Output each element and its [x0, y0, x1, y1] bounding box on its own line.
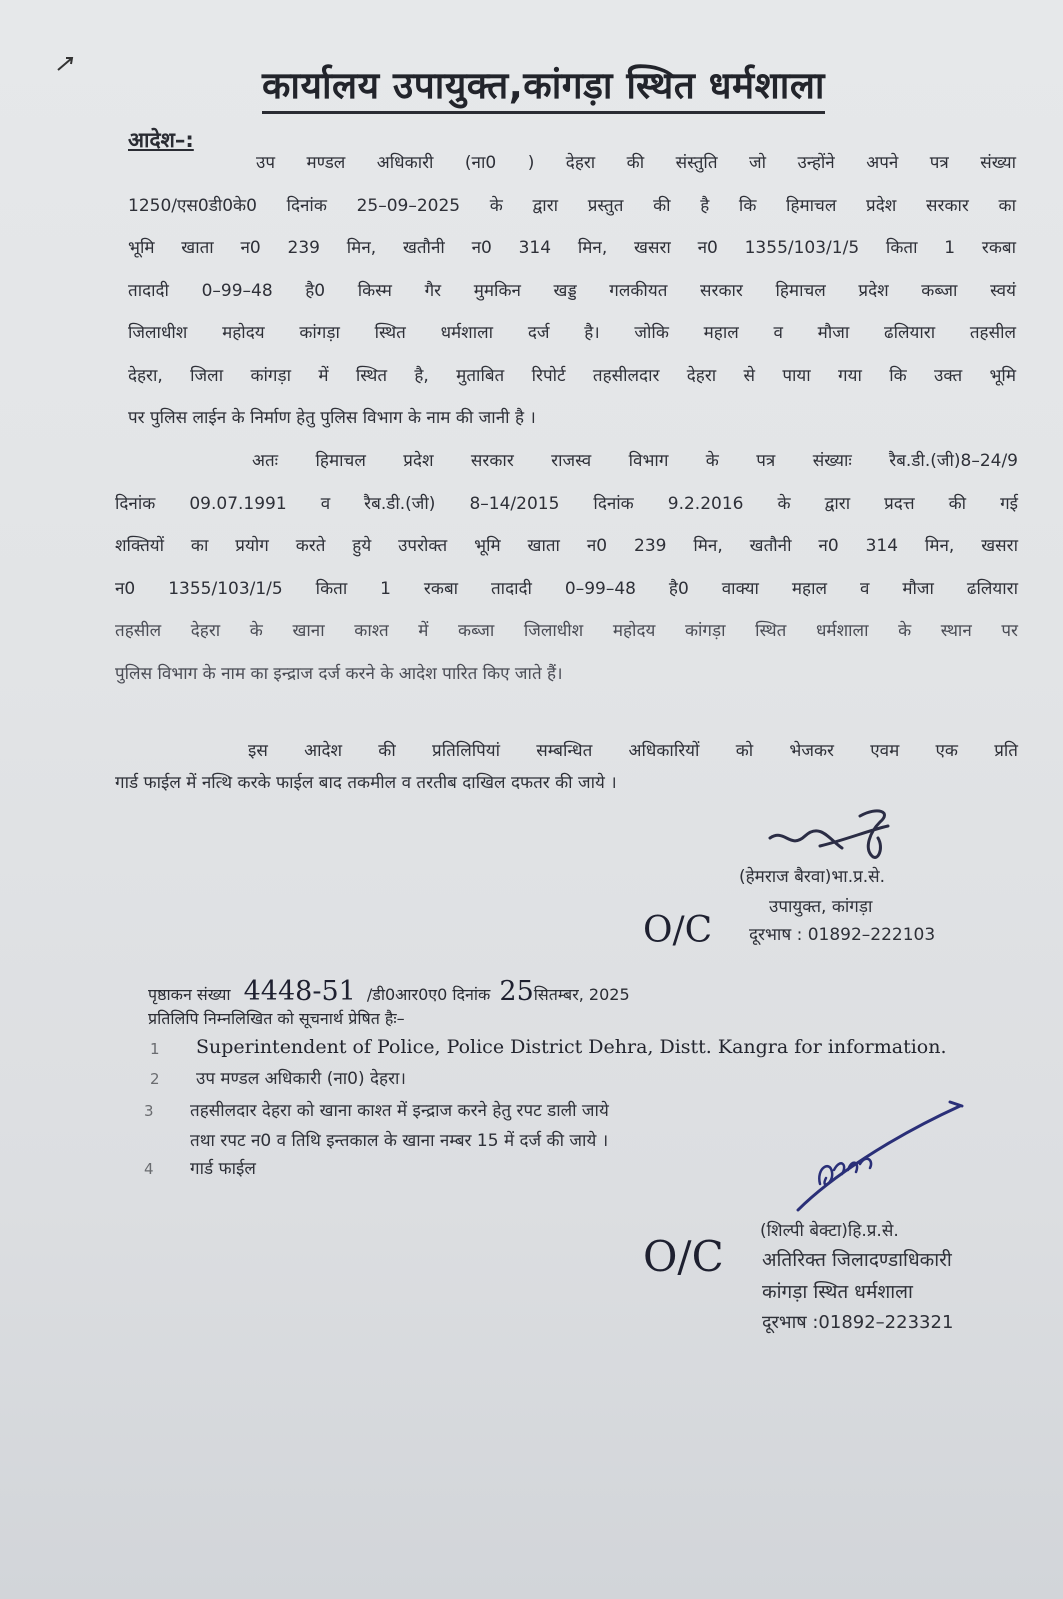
paragraph-line: तहसील देहरा के खाना काश्त में कब्जा जिलाधीश महोदय कांगड़ा स्थित धर्मशाला के स्थान पर — [115, 621, 1018, 641]
paragraph-line: देहरा, जिला कांगड़ा में स्थित है, मुताबित रिपोर्ट तहसीलदार देहरा से पाया गया कि उक्त भूमि — [128, 365, 1016, 386]
paragraph-line: भूमि खाता न0 239 मिन, खतौनी न0 314 मिन, खसरा न0 1355/103/1/5 किता 1 रकबा — [128, 238, 1016, 258]
paragraph-line: पर पुलिस लाईन के निर्माण हेतु पुलिस विभाग के नाम की जानी है । — [128, 408, 536, 428]
signatory-1-initials: O/C — [643, 910, 713, 951]
endorsement-date: सितम्बर, 2025 — [533, 985, 630, 1004]
paragraph-line: गार्ड फाईल में नत्थि करके फाईल बाद तकमील व तरतीब दाखिल दफतर की जाये । — [115, 773, 617, 793]
order-paragraph-1 — [128, 142, 1016, 440]
signatory-2-initials: O/C — [643, 1232, 724, 1281]
cc-item-3-line-2: तथा रपट न0 व तिथि इन्तकाल के खाना नम्बर 15 में दर्ज की जाये । — [190, 1131, 609, 1151]
paragraph-line: अतः हिमाचल प्रदेश सरकार राजस्व विभाग के पत्र संख्याः रैब.डी.(जी)8–24/9 — [252, 451, 1018, 471]
signature-2 — [790, 1098, 970, 1218]
signatory-2-phone: दूरभाष :01892–223321 — [762, 1312, 954, 1333]
order-paragraph-3 — [115, 735, 1018, 799]
cc-item-3-number: 3 — [144, 1102, 154, 1120]
paragraph-line: जिलाधीश महोदय कांगड़ा स्थित धर्मशाला दर्ज है। जोकि महाल व मौजा ढलियारा तहसील — [128, 323, 1016, 343]
paragraph-line: दिनांक 09.07.1991 व रैब.डी.(जी) 8–14/2015 दिनांक 9.2.2016 के द्वारा प्रदत्त की गई — [115, 493, 1018, 514]
paragraph-line: उप मण्डल अधिकारी (ना0 ) देहरा की संस्तुति जो उन्होंने अपने पत्र संख्या — [256, 153, 1016, 173]
pen-mark — [56, 54, 76, 74]
signatory-2-office: कांगड़ा स्थित धर्मशाला — [762, 1281, 913, 1303]
signatory-1-phone: दूरभाष : 01892–222103 — [749, 925, 936, 945]
page-title: कार्यालय उपायुक्त,कांगड़ा स्थित धर्मशाला — [262, 58, 825, 114]
endorsement-number: 4448-51 — [243, 976, 356, 1007]
cc-heading: प्रतिलिपि निम्नलिखित को सूचनार्थ प्रेषित हैः– — [148, 1009, 405, 1028]
signatory-2-name: (शिल्पी बेक्टा)हि.प्र.से. — [760, 1221, 899, 1241]
paragraph-line: इस आदेश की प्रतिलिपियां सम्बन्धित अधिकारियों को भेजकर एवम एक प्रति — [248, 741, 1018, 761]
cc-item-4-number: 4 — [144, 1160, 154, 1178]
signatory-1-designation: उपायुक्त, कांगड़ा — [769, 897, 873, 917]
cc-item-1: Superintendent of Police, Police District Dehra, Distt. Kangra for information. — [196, 1036, 947, 1058]
endorsement-mid: /डी0आर0ए0 दिनांक — [366, 985, 491, 1004]
paragraph-line: न0 1355/103/1/5 किता 1 रकबा तादादी 0–99–48 है0 वाक्या महाल व मौजा ढलियारा — [115, 578, 1018, 599]
signatory-1-name: (हेमराज बैरवा)भा.प्र.से. — [739, 867, 886, 887]
paragraph-line: शक्तियों का प्रयोग करते हुये उपरोक्त भूमि खाता न0 239 मिन, खतौनी न0 314 मिन, खसरा — [115, 536, 1018, 556]
endorsement-day: 25 — [499, 976, 534, 1007]
order-label: आदेश–: — [128, 128, 194, 152]
cc-item-3-line-1: तहसीलदार देहरा को खाना काश्त में इन्द्राज करने हेतु रपट डाली जाये — [190, 1101, 609, 1121]
cc-item-2: उप मण्डल अधिकारी (ना0) देहरा। — [196, 1069, 406, 1089]
cc-item-4: गार्ड फाईल — [190, 1159, 256, 1179]
endorsement-prefix: पृष्ठाकन संख्या — [148, 985, 231, 1004]
paragraph-line: पुलिस विभाग के नाम का इन्द्राज दर्ज करने के आदेश पारित किए जाते हैं। — [115, 663, 563, 684]
cc-item-1-number: 1 — [150, 1040, 160, 1058]
cc-item-2-number: 2 — [150, 1070, 160, 1088]
endorsement-line — [148, 976, 630, 1007]
order-paragraph-2 — [115, 440, 1018, 695]
paragraph-line: तादादी 0–99–48 है0 किस्म गैर मुमकिन खड्ड गलकीयत सरकार हिमाचल प्रदेश कब्जा स्वयं — [128, 280, 1016, 301]
paragraph-line: 1250/एस0डी0के0 दिनांक 25–09–2025 के द्वारा प्रस्तुत की है कि हिमाचल प्रदेश सरकार का — [128, 195, 1016, 216]
signatory-2-designation: अतिरिक्त जिलादण्डाधिकारी — [762, 1249, 952, 1271]
